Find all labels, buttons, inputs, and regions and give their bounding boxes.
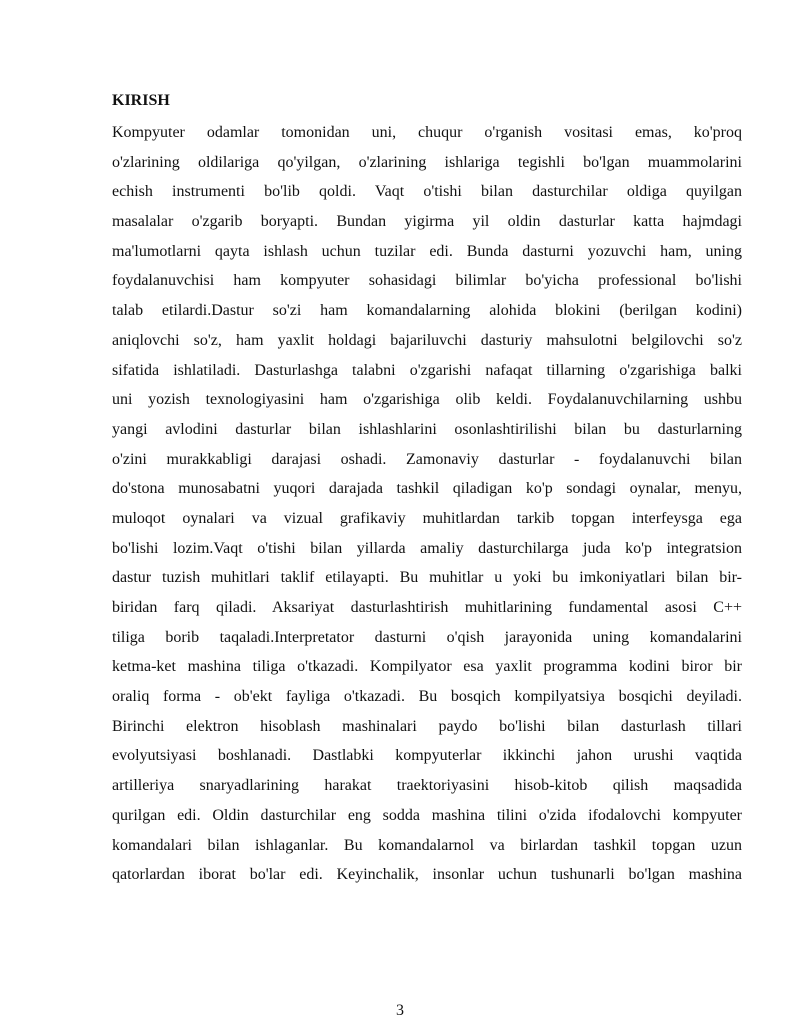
paragraph-line: qurilgan edi. Oldin dasturchilar eng sodda mashina tilini o'zida ifodalovchi kompyuter	[112, 806, 742, 824]
paragraph-line: foydalanuvchisi ham kompyuter sohasidagi bilimlar bo'yicha professional bo'lishi	[112, 272, 742, 290]
paragraph-line: muloqot oynalari va vizual grafikaviy muhitlardan tarkib topgan interfeysga ega	[112, 509, 742, 527]
paragraph-line: qatorlardan iborat bo'lar edi. Keyinchalik, insonlar uchun tushunarli bo'lgan mashina	[112, 866, 742, 884]
paragraph-line: do'stona munosabatni yuqori darajada tashkil qiladigan ko'p sondagi oynalar, menyu,	[112, 480, 742, 498]
paragraph-line: tiliga borib taqaladi.Interpretator dasturni o'qish jarayonida uning komandalarini	[112, 628, 742, 646]
paragraph-line: o'zini murakkabligi darajasi oshadi. Zamonaviy dasturlar - foydalanuvchi bilan	[112, 450, 742, 468]
paragraph-line: dastur tuzish muhitlari taklif etilayapti. Bu muhitlar u yoki bu imkoniyatlari bilan bir-	[112, 569, 742, 587]
paragraph-line: oraliq forma - ob'ekt fayliga o'tkazadi. Bu bosqich kompilyatsiya bosqichi deyiladi.	[112, 688, 742, 706]
paragraph-line: bo'lishi lozim.Vaqt o'tishi bilan yillarda amaliy dasturchilarga juda ko'p integratsion	[112, 539, 742, 557]
body-paragraph	[112, 118, 742, 890]
paragraph-line: artilleriya snaryadlarining harakat traektoriyasini hisob-kitob qilish maqsadida	[112, 777, 742, 795]
paragraph-line: yangi avlodini dasturlar bilan ishlashlarini osonlashtirilishi bilan bu dasturlarning	[112, 420, 742, 438]
section-heading: KIRISH	[112, 92, 170, 109]
paragraph-line: komandalari bilan ishlaganlar. Bu komandalarnol va birlardan tashkil topgan uzun	[112, 836, 742, 854]
paragraph-line: ketma-ket mashina tiliga o'tkazadi. Kompilyator esa yaxlit programma kodini biror bir	[112, 658, 742, 676]
paragraph-line: sifatida ishlatiladi. Dasturlashga talabni o'zgarishi nafaqat tillarning o'zgarishiga balki	[112, 361, 742, 379]
paragraph-line: biridan farq qiladi. Aksariyat dasturlashtirish muhitlarining fundamental asosi C++	[112, 599, 742, 616]
paragraph-line: masalalar o'zgarib boryapti. Bundan yigirma yil oldin dasturlar katta hajmdagi	[112, 213, 742, 231]
paragraph-line: echish instrumenti bo'lib qoldi. Vaqt o'tishi bilan dasturchilar oldiga quyilgan	[112, 183, 742, 201]
paragraph-line: evolyutsiyasi boshlanadi. Dastlabki kompyuterlar ikkinchi jahon urushi vaqtida	[112, 747, 742, 765]
paragraph-line: Birinchi elektron hisoblash mashinalari paydo bo'lishi bilan dasturlash tillari	[112, 717, 742, 735]
paragraph-line: talab etilardi.Dastur so'zi ham komandalarning alohida blokini (berilgan kodini)	[112, 302, 742, 320]
paragraph-line: o'zlarining oldilariga qo'yilgan, o'zlarining ishlariga tegishli bo'lgan muammolarini	[112, 153, 742, 171]
paragraph-line: Kompyuter odamlar tomonidan uni, chuqur o'rganish vositasi emas, ko'proq	[112, 124, 742, 141]
paragraph-line: aniqlovchi so'z, ham yaxlit holdagi bajariluvchi dasturiy mahsulotni belgilovchi so'z	[112, 331, 742, 349]
paragraph-line: uni yozish texnologiyasini ham o'zgarishiga olib keldi. Foydalanuvchilarning ushbu	[112, 391, 742, 409]
page-number: 3	[396, 1002, 404, 1019]
paragraph-line: ma'lumotlarni qayta ishlash uchun tuzilar edi. Bunda dasturni yozuvchi ham, uning	[112, 242, 742, 260]
